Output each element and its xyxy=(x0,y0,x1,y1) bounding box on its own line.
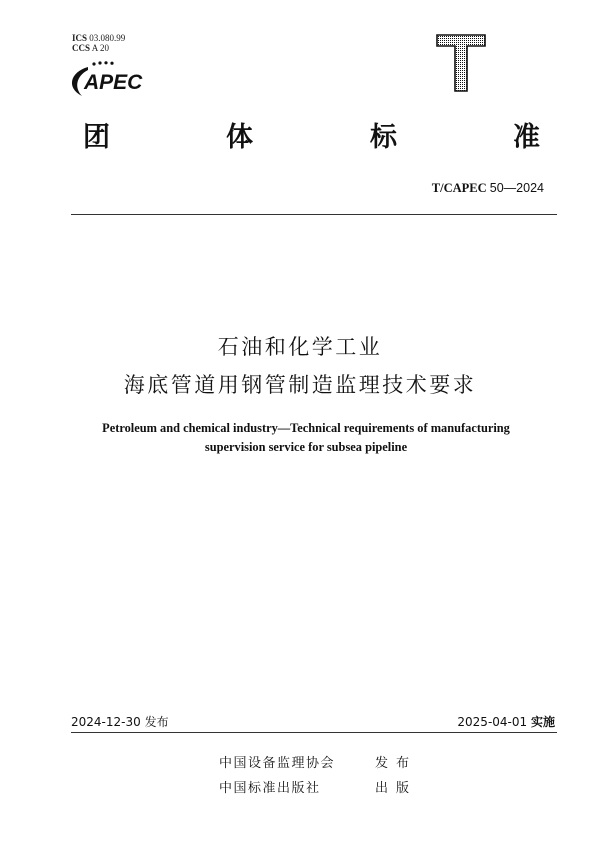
standard-number: T/CAPEC 50—2024 xyxy=(431,181,544,195)
title-cn-line2: 海底管道用钢管制造监理技术要求 xyxy=(123,373,477,397)
bottom-rule xyxy=(71,732,557,733)
standard-type-char-3: 标 xyxy=(370,122,397,153)
top-rule xyxy=(71,214,557,215)
standard-type-char-4: 准 xyxy=(513,122,540,153)
standard-t-mark xyxy=(436,34,486,92)
press-action: 出版 xyxy=(375,781,418,796)
standard-type-char-1: 团 xyxy=(83,122,110,153)
ccs-code: CCS A 20 xyxy=(72,43,110,53)
press-org: 中国标准出版社 xyxy=(219,781,321,796)
publisher-org: 中国设备监理协会 xyxy=(219,756,336,771)
issue-date: 2024-12-30 发布 xyxy=(71,715,169,729)
svg-text:APEC: APEC xyxy=(84,71,143,94)
title-en-line1: Petroleum and chemical industry—Technical requirements of manufacturing xyxy=(102,421,510,435)
implement-date: 2025-04-01 实施 xyxy=(457,715,555,729)
publisher-action: 发布 xyxy=(375,756,418,771)
title-en-line2: supervision service for subsea pipeline xyxy=(204,440,408,454)
standard-type-char-2: 体 xyxy=(226,122,253,153)
ics-code: ICS 03.080.99 xyxy=(72,33,126,43)
title-cn-line1: 石油和化学工业 xyxy=(217,335,383,359)
capec-logo xyxy=(64,58,160,102)
